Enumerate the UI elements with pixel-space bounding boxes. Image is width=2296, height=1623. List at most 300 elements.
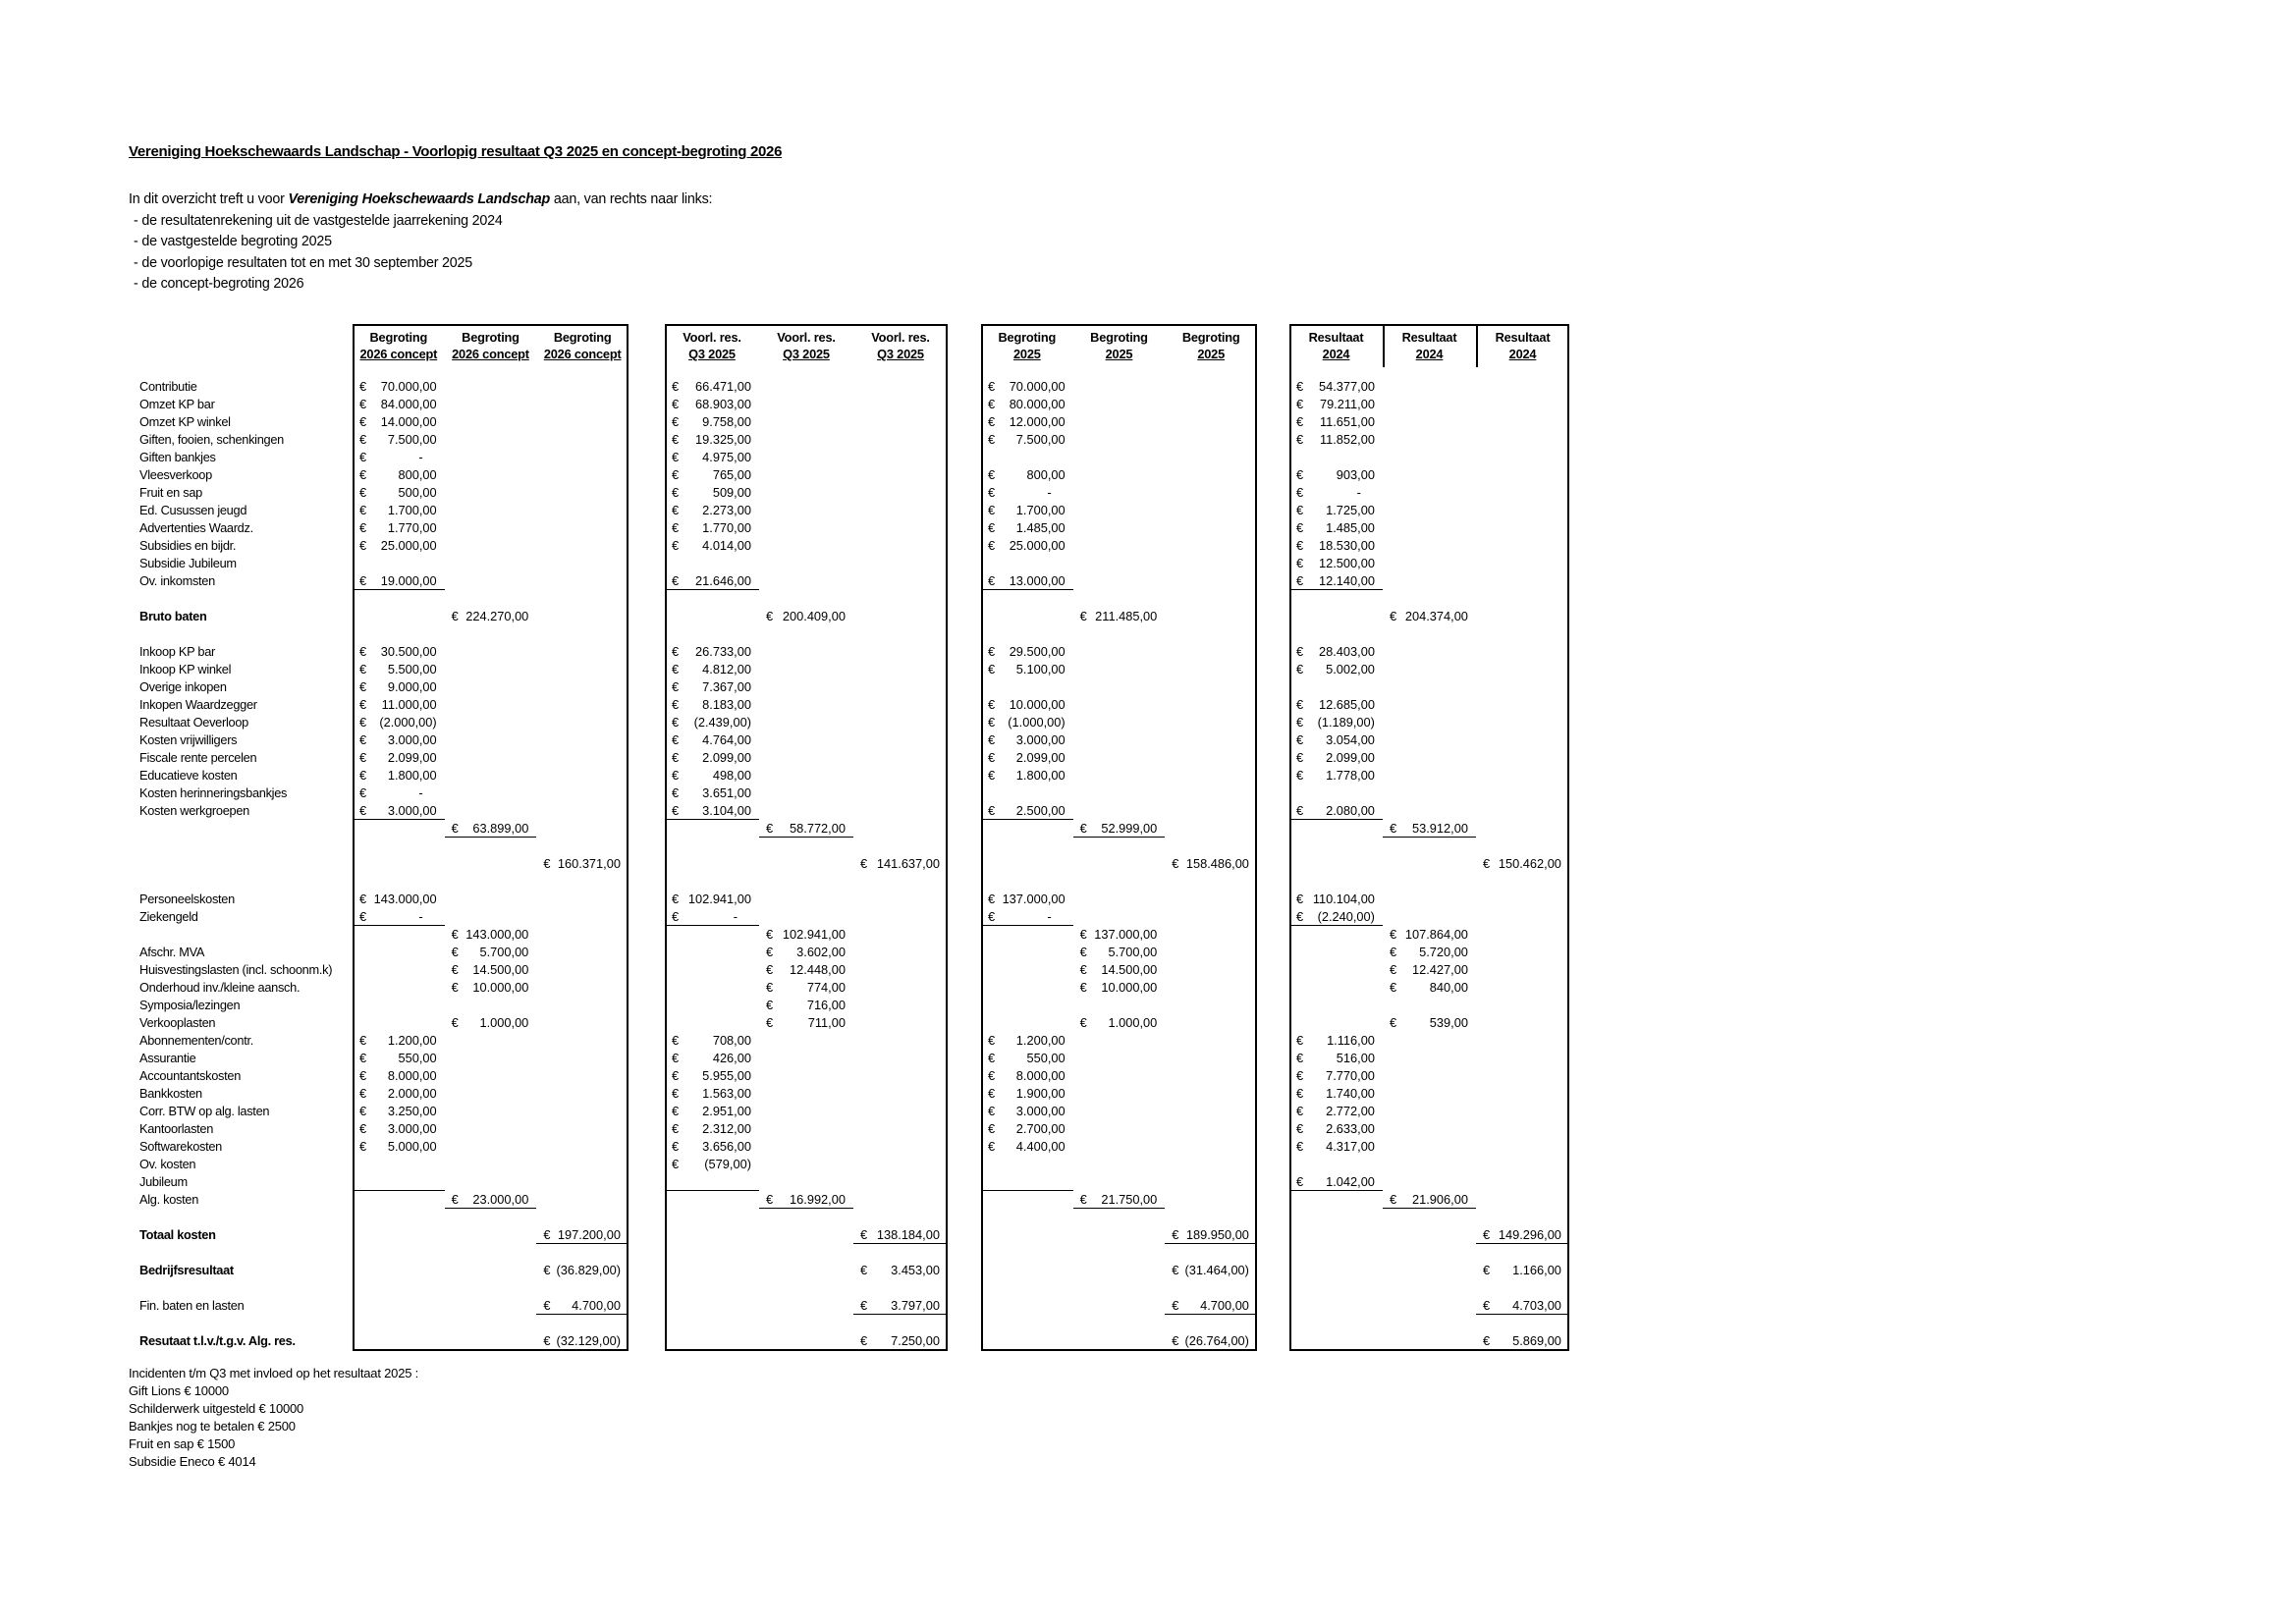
table-row: [0, 1244, 1569, 1262]
amount-cell: [981, 1173, 1073, 1191]
column-header-line1: Resultaat: [1401, 330, 1457, 345]
amount-cell: [445, 1032, 537, 1050]
amount-cell: [1476, 731, 1569, 749]
amount-cell: [1165, 449, 1257, 466]
amount-value: 1.042,00: [1326, 1174, 1375, 1189]
amount-cell: [353, 466, 445, 484]
amount-cell: [536, 1262, 629, 1279]
amount-cell: [1383, 1120, 1476, 1138]
amount-cell: [981, 1279, 1073, 1297]
amount-cell: [981, 625, 1073, 643]
amount-value: 102.941,00: [687, 892, 751, 906]
amount-value: 11.000,00: [381, 697, 437, 712]
amount-cell: [536, 1120, 629, 1138]
amount-cell: [1476, 396, 1569, 413]
amount-cell: [536, 590, 629, 608]
amount-cell: [665, 838, 759, 855]
amount-cell: [665, 784, 759, 802]
amount-cell: [353, 961, 445, 979]
amount-cell: [665, 873, 759, 891]
box-gap: [948, 944, 981, 961]
amount-value: 63.899,00: [472, 821, 529, 836]
column-header-resultaat-2024: [1476, 329, 1569, 362]
box-gap: [629, 1103, 665, 1120]
amount-cell: [1476, 838, 1569, 855]
euro-sign: €: [987, 432, 996, 447]
amount-value: 107.864,00: [1404, 927, 1468, 942]
amount-cell: [759, 784, 853, 802]
amount-cell: [353, 979, 445, 997]
amount-value: 800,00: [1026, 467, 1066, 482]
amount-cell: [853, 908, 948, 926]
amount-cell: [1073, 1120, 1166, 1138]
row-label: Advertenties Waardz.: [139, 520, 253, 535]
amount-cell: [1289, 396, 1383, 413]
euro-sign: €: [1389, 945, 1397, 959]
box-gap: [1257, 678, 1289, 696]
amount-value: 54.377,00: [1319, 379, 1375, 394]
column-header-begroting-2026-concept: [445, 329, 537, 362]
amount-value: 53.912,00: [1412, 821, 1468, 836]
amount-value: 3.000,00: [387, 1121, 437, 1136]
amount-cell: [981, 449, 1073, 466]
euro-sign: €: [359, 432, 367, 447]
box-gap: [629, 749, 665, 767]
amount-cell: [1289, 555, 1383, 572]
euro-sign: €: [451, 980, 459, 995]
euro-sign: €: [671, 1121, 680, 1136]
amount-cell: [665, 1014, 759, 1032]
amount-cell: [445, 1279, 537, 1297]
amount-cell: [1383, 590, 1476, 608]
amount-cell: [759, 838, 853, 855]
amount-cell: [445, 1209, 537, 1226]
amount-cell: [536, 784, 629, 802]
amount-cell: [1073, 1050, 1166, 1067]
amount-cell: [981, 413, 1073, 431]
amount-cell: [1476, 413, 1569, 431]
amount-cell: [536, 396, 629, 413]
amount-cell: [1289, 678, 1383, 696]
amount-cell: [759, 1120, 853, 1138]
amount-cell: [853, 714, 948, 731]
amount-cell: [1289, 590, 1383, 608]
amount-cell: [759, 1103, 853, 1120]
column-header-line1: Voorl. res.: [683, 330, 741, 345]
euro-sign: €: [859, 1333, 868, 1348]
amount-value: 2.099,00: [1326, 750, 1375, 765]
euro-sign: €: [1295, 503, 1304, 517]
box-gap: [948, 625, 981, 643]
amount-value: 18.530,00: [1319, 538, 1375, 553]
euro-sign: €: [859, 856, 868, 871]
amount-cell: [1476, 466, 1569, 484]
amount-value: 211.485,00: [1095, 609, 1158, 623]
amount-cell: [445, 1067, 537, 1085]
amount-value: 2.000,00: [387, 1086, 437, 1101]
amount-cell: [981, 997, 1073, 1014]
euro-sign: €: [1295, 644, 1304, 659]
box-gap: [629, 678, 665, 696]
amount-value: 5.002,00: [1326, 662, 1375, 676]
amount-cell: [1165, 1332, 1257, 1350]
amount-cell: [1476, 608, 1569, 625]
amount-cell: [1289, 1085, 1383, 1103]
amount-cell: [1289, 1173, 1383, 1191]
box-gap: [629, 1050, 665, 1067]
amount-cell: [1165, 979, 1257, 997]
amount-cell: [1476, 643, 1569, 661]
box-gap: [629, 608, 665, 625]
column-header-line1: Begroting: [553, 330, 612, 345]
box-gap: [629, 767, 665, 784]
box-gap: [1257, 961, 1289, 979]
box-gap: [1257, 767, 1289, 784]
euro-sign: €: [359, 697, 367, 712]
box-gap: [629, 537, 665, 555]
euro-sign: €: [1295, 697, 1304, 712]
euro-sign: €: [1295, 909, 1304, 924]
amount-cell: [1289, 1209, 1383, 1226]
amount-cell: [1289, 1279, 1383, 1297]
box-gap: [1257, 1156, 1289, 1173]
box-gap: [629, 1226, 665, 1244]
amount-cell: [1476, 555, 1569, 572]
row-label: Bankkosten: [139, 1086, 202, 1101]
euro-sign: €: [1482, 1263, 1491, 1277]
amount-cell: [981, 1209, 1073, 1226]
row-label: Onderhoud inv./kleine aansch.: [139, 980, 301, 995]
euro-sign: €: [671, 768, 680, 783]
box-gap: [948, 449, 981, 466]
amount-cell: [1165, 1297, 1257, 1315]
amount-cell: [536, 749, 629, 767]
amount-value: 158.486,00: [1185, 856, 1249, 871]
amount-cell: [536, 714, 629, 731]
amount-value: -: [1047, 485, 1052, 500]
amount-cell: [1289, 1262, 1383, 1279]
box-gap: [948, 1191, 981, 1209]
intro-bullet: - de vastgestelde begroting 2025: [134, 234, 332, 249]
amount-cell: [1073, 608, 1166, 625]
amount-value: 1.200,00: [1015, 1033, 1066, 1048]
amount-cell: [1476, 590, 1569, 608]
euro-sign: €: [1389, 821, 1397, 836]
euro-sign: €: [1295, 1086, 1304, 1101]
amount-value: 1.000,00: [1108, 1015, 1158, 1030]
box-gap: [629, 908, 665, 926]
amount-cell: [981, 1120, 1073, 1138]
row-label: [139, 873, 353, 891]
box-gap: [948, 1226, 981, 1244]
amount-cell: [759, 661, 853, 678]
euro-sign: €: [1079, 945, 1087, 959]
amount-cell: [445, 502, 537, 519]
box-gap: [1257, 572, 1289, 590]
amount-cell: [353, 873, 445, 891]
amount-cell: [1289, 979, 1383, 997]
amount-value: 4.700,00: [572, 1298, 621, 1313]
row-label: Contributie: [139, 379, 197, 394]
table-row: [0, 1014, 1569, 1032]
amount-cell: [853, 431, 948, 449]
table-row: [0, 997, 1569, 1014]
amount-value: 9.000,00: [387, 679, 437, 694]
amount-value: 1.740,00: [1326, 1086, 1375, 1101]
box-gap: [629, 1138, 665, 1156]
box-gap: [1257, 519, 1289, 537]
euro-sign: €: [987, 768, 996, 783]
box-gap: [948, 838, 981, 855]
amount-cell: [1383, 926, 1476, 944]
box-gap: [948, 643, 981, 661]
amount-cell: [1476, 944, 1569, 961]
amount-cell: [981, 714, 1073, 731]
amount-cell: [759, 555, 853, 572]
amount-cell: [1165, 661, 1257, 678]
amount-value: 10.000,00: [472, 980, 529, 995]
amount-cell: [665, 749, 759, 767]
amount-cell: [353, 1262, 445, 1279]
amount-cell: [353, 714, 445, 731]
amount-cell: [1165, 1262, 1257, 1279]
amount-cell: [1476, 926, 1569, 944]
table-row: [0, 891, 1569, 908]
box-gap: [1257, 891, 1289, 908]
euro-sign: €: [1295, 892, 1304, 906]
amount-cell: [1289, 572, 1383, 590]
amount-cell: [665, 891, 759, 908]
amount-cell: [759, 944, 853, 961]
amount-cell: [1476, 1191, 1569, 1209]
amount-cell: [1383, 1173, 1476, 1191]
amount-cell: [1165, 855, 1257, 873]
box-gap: [948, 979, 981, 997]
amount-cell: [1383, 1050, 1476, 1067]
euro-sign: €: [671, 485, 680, 500]
euro-sign: €: [671, 520, 680, 535]
amount-cell: [1476, 855, 1569, 873]
amount-cell: [536, 1244, 629, 1262]
amount-cell: [759, 608, 853, 625]
amount-cell: [1073, 944, 1166, 961]
amount-cell: [536, 502, 629, 519]
amount-cell: [1073, 714, 1166, 731]
amount-cell: [759, 731, 853, 749]
euro-sign: €: [451, 927, 459, 942]
box-gap: [629, 625, 665, 643]
amount-cell: [665, 1244, 759, 1262]
table-row: [0, 625, 1569, 643]
amount-cell: [353, 519, 445, 537]
column-header-resultaat-2024: [1383, 329, 1476, 362]
amount-value: 1.900,00: [1015, 1086, 1066, 1101]
table-row: [0, 1191, 1569, 1209]
amount-cell: [445, 1156, 537, 1173]
amount-value: 1.700,00: [1015, 503, 1066, 517]
amount-cell: [1073, 961, 1166, 979]
amount-cell: [445, 767, 537, 784]
euro-sign: €: [987, 892, 996, 906]
amount-value: 3.000,00: [1015, 1104, 1066, 1118]
amount-cell: [1165, 1067, 1257, 1085]
amount-value: 14.000,00: [380, 414, 437, 429]
amount-cell: [1383, 1279, 1476, 1297]
row-label: Fin. baten en lasten: [139, 1298, 245, 1313]
amount-cell: [759, 1067, 853, 1085]
amount-cell: [1383, 466, 1476, 484]
amount-cell: [1383, 802, 1476, 820]
amount-cell: [853, 537, 948, 555]
box-gap: [629, 519, 665, 537]
amount-value: -: [418, 785, 423, 800]
amount-cell: [981, 820, 1073, 838]
amount-cell: [353, 1209, 445, 1226]
row-label: [139, 1209, 353, 1226]
box-gap: [629, 590, 665, 608]
amount-cell: [665, 997, 759, 1014]
amount-cell: [665, 608, 759, 625]
amount-value: 16.992,00: [790, 1192, 846, 1207]
amount-cell: [536, 661, 629, 678]
amount-value: -: [418, 909, 423, 924]
euro-sign: €: [671, 1086, 680, 1101]
amount-cell: [445, 1262, 537, 1279]
amount-cell: [1073, 519, 1166, 537]
column-header-line1: Begroting: [369, 330, 428, 345]
amount-cell: [445, 1014, 537, 1032]
amount-cell: [665, 590, 759, 608]
table-row: [0, 1332, 1569, 1350]
amount-cell: [1476, 378, 1569, 396]
amount-cell: [445, 431, 537, 449]
footnote-item: Schilderwerk uitgesteld € 10000: [129, 1401, 304, 1416]
box-gap: [948, 1014, 981, 1032]
amount-cell: [665, 1279, 759, 1297]
euro-sign: €: [671, 414, 680, 429]
euro-sign: €: [671, 538, 680, 553]
euro-sign: €: [1295, 379, 1304, 394]
box-gap: [629, 1209, 665, 1226]
amount-value: 7.250,00: [891, 1333, 940, 1348]
euro-sign: €: [359, 1104, 367, 1118]
amount-value: 137.000,00: [1094, 927, 1158, 942]
amount-cell: [981, 731, 1073, 749]
euro-sign: €: [987, 662, 996, 676]
amount-cell: [1165, 466, 1257, 484]
amount-cell: [353, 678, 445, 696]
amount-cell: [853, 643, 948, 661]
amount-cell: [1383, 396, 1476, 413]
box-gap: [1257, 449, 1289, 466]
table-row: [0, 678, 1569, 696]
amount-value: 110.104,00: [1312, 892, 1375, 906]
amount-cell: [353, 1138, 445, 1156]
box-gap: [629, 396, 665, 413]
column-header-begroting-2025: [1165, 329, 1257, 362]
amount-cell: [536, 1191, 629, 1209]
amount-cell: [1476, 908, 1569, 926]
amount-cell: [1073, 1191, 1166, 1209]
amount-cell: [353, 1067, 445, 1085]
euro-sign: €: [671, 1104, 680, 1118]
amount-cell: [536, 838, 629, 855]
amount-cell: [1383, 731, 1476, 749]
euro-sign: €: [1389, 1192, 1397, 1207]
amount-value: 14.500,00: [472, 962, 529, 977]
row-label: Kantoorlasten: [139, 1121, 214, 1136]
amount-cell: [665, 1138, 759, 1156]
table-row: [0, 396, 1569, 413]
amount-cell: [759, 1262, 853, 1279]
row-label: [139, 1279, 353, 1297]
amount-cell: [1383, 625, 1476, 643]
amount-cell: [665, 1050, 759, 1067]
amount-cell: [1289, 1315, 1383, 1332]
amount-cell: [1165, 590, 1257, 608]
amount-cell: [1165, 555, 1257, 572]
euro-sign: €: [1295, 414, 1304, 429]
amount-cell: [981, 608, 1073, 625]
amount-cell: [1289, 1138, 1383, 1156]
amount-value: (1.000,00): [1008, 715, 1066, 730]
amount-cell: [853, 1191, 948, 1209]
amount-cell: [1476, 484, 1569, 502]
amount-cell: [353, 608, 445, 625]
footnotes: [129, 1365, 418, 1471]
row-label: Kosten herinneringsbankjes: [139, 785, 288, 800]
column-header-voorl-res-q3-2025: [853, 329, 948, 362]
amount-cell: [536, 997, 629, 1014]
box-gap: [948, 572, 981, 590]
box-gap: [629, 1191, 665, 1209]
amount-cell: [536, 625, 629, 643]
box-gap: [1257, 1173, 1289, 1191]
box-gap: [1257, 1332, 1289, 1350]
amount-value: 2.312,00: [702, 1121, 751, 1136]
amount-cell: [665, 678, 759, 696]
box-gap: [1257, 997, 1289, 1014]
footnote-item: Bankjes nog te betalen € 2500: [129, 1419, 296, 1434]
amount-cell: [665, 1032, 759, 1050]
amount-cell: [1476, 714, 1569, 731]
table-row: [0, 1315, 1569, 1332]
amount-cell: [1383, 1262, 1476, 1279]
amount-cell: [1476, 1085, 1569, 1103]
amount-cell: [665, 1067, 759, 1085]
row-label: Overige inkopen: [139, 679, 227, 694]
amount-cell: [665, 484, 759, 502]
amount-cell: [665, 1315, 759, 1332]
amount-value: (32.129,00): [556, 1333, 621, 1348]
amount-cell: [981, 502, 1073, 519]
euro-sign: €: [359, 785, 367, 800]
amount-cell: [1165, 1173, 1257, 1191]
amount-cell: [853, 590, 948, 608]
amount-cell: [1383, 1103, 1476, 1120]
box-gap: [1257, 802, 1289, 820]
amount-cell: [445, 979, 537, 997]
amount-value: 1.200,00: [387, 1033, 437, 1048]
box-gap: [948, 608, 981, 625]
amount-cell: [353, 537, 445, 555]
table-row: [0, 643, 1569, 661]
box-gap: [948, 1120, 981, 1138]
box-gap: [629, 466, 665, 484]
amount-value: 137.000,00: [1002, 892, 1066, 906]
euro-sign: €: [1295, 1033, 1304, 1048]
amount-cell: [665, 926, 759, 944]
